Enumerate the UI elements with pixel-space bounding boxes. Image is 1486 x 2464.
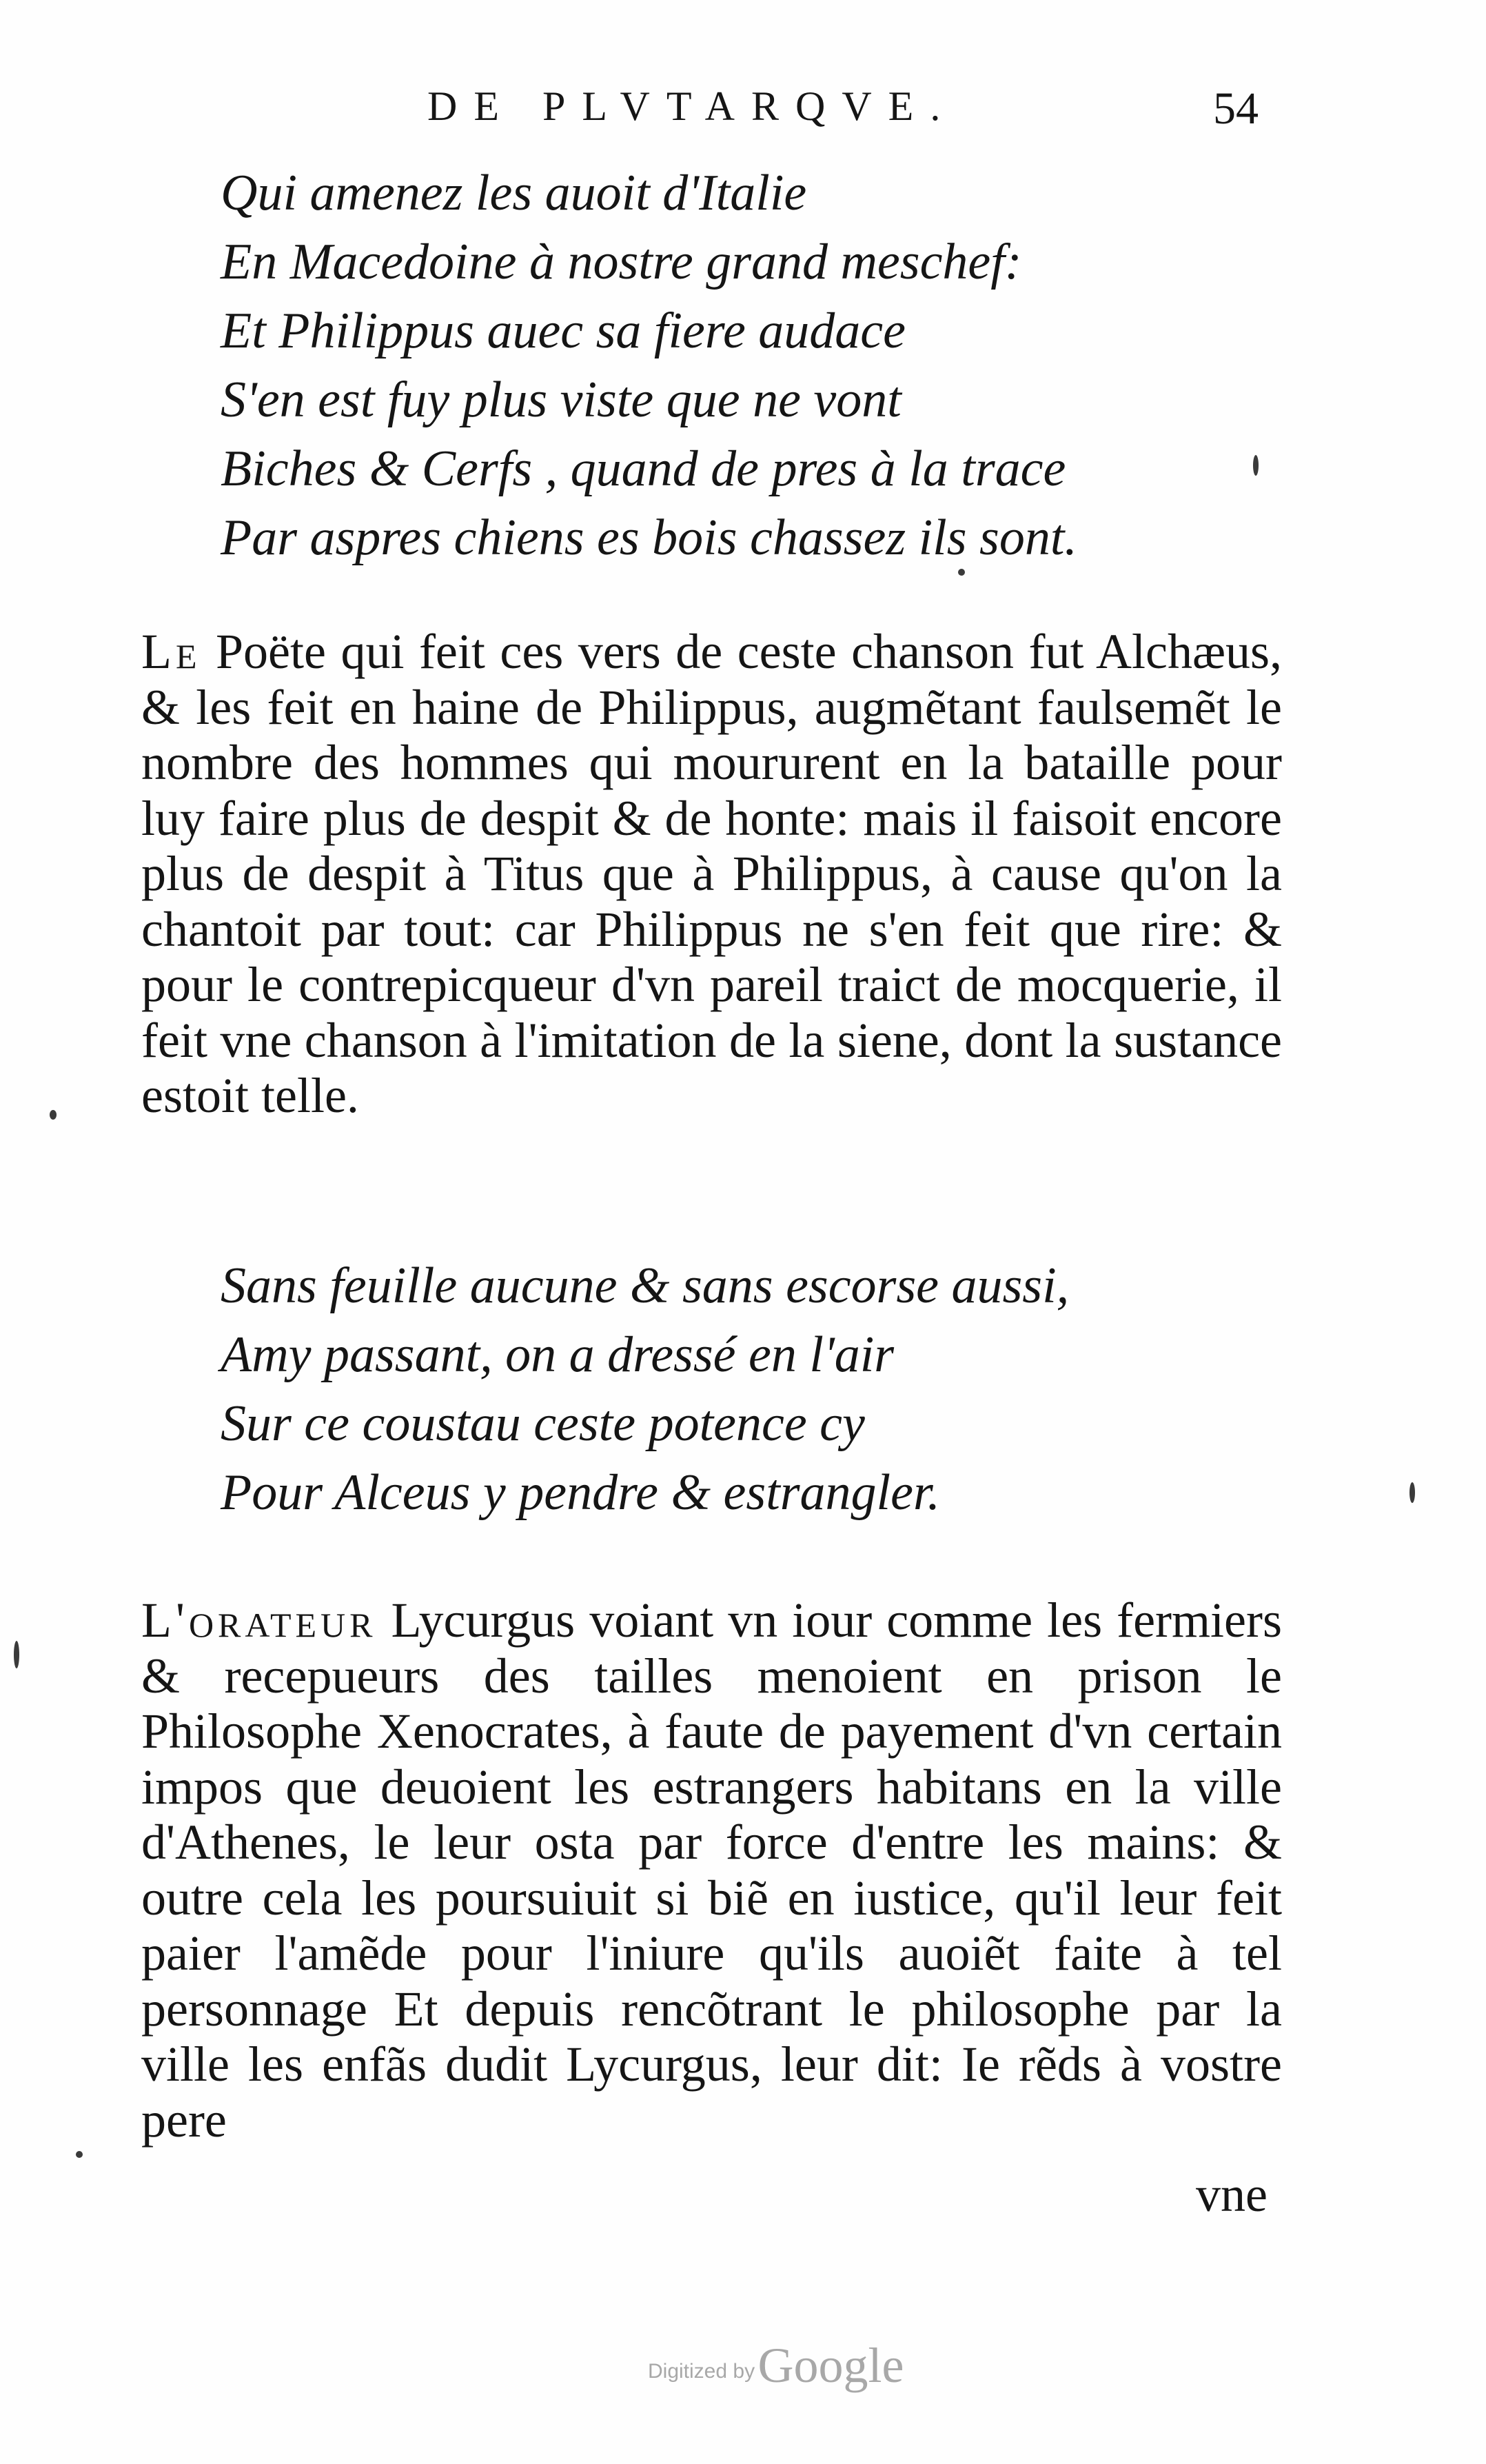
ink-speck	[50, 1110, 57, 1120]
verse-line: S'en est fuy plus viste que ne vont	[221, 372, 902, 428]
paragraph-text: Lycurgus voiant vn iour comme les fermiers & recepueurs des tailles menoient en prison le Philosophe Xenocrates, à faute de payement d'vn certain impos que deuoient les estrangers habitans en la ville d'Athenes, le leur osta par force d'entre les mains: & outre cela les poursuiuit si biẽ en iustice, qu'il leur feit paier l'amẽde pour l'iniure qu'ils auoiẽt faite à tel personnage Et depuis rencõtrant le philosophe par la ville les enfãs dudit Lycurgus, leur dit: Ie rẽds à vostre pere	[141, 1593, 1282, 2148]
digitized-by-label: Digitized by	[648, 2360, 755, 2383]
paragraph-lead-word: Le	[141, 624, 201, 679]
google-logo: Google	[757, 2338, 904, 2393]
verse-line: Qui amenez les auoit d'Italie	[221, 165, 807, 221]
verse-block-1	[221, 159, 1077, 572]
catchword: vne	[1196, 2167, 1268, 2222]
ink-speck	[14, 1641, 19, 1668]
running-title: DE PLVTARQVE.	[427, 83, 957, 129]
verse-line: Sans feuille aucune & sans escorse aussi,	[221, 1258, 1070, 1314]
ink-speck	[958, 569, 965, 576]
ink-speck	[1409, 1482, 1415, 1503]
digitization-watermark	[648, 2337, 904, 2394]
verse-line: Pour Alceus y pendre & estrangler.	[221, 1464, 941, 1521]
verse-line: En Macedoine à nostre grand meschef:	[221, 234, 1022, 290]
ink-speck	[76, 2151, 83, 2158]
paragraph-1	[141, 624, 1282, 1124]
page-number: 54	[1213, 83, 1259, 134]
verse-line: Amy passant, on a dressé en l'air	[221, 1326, 895, 1383]
paragraph-text: Poëte qui feit ces vers de ceste chanson fut Alchæus, & les feit en haine de Philippus, augmẽtant faulsemẽt le nombre des hommes qui moururent en la bataille pour luy faire plus de despit & de honte: mais il faisoit encore plus de despit à Titus que à Philippus, à cause qu'on la chantoit par tout: car Philippus ne s'en feit que rire: & pour le contrepicqueur d'vn pareil traict de mocquerie, il feit vne chanson à l'imitation de la siene, dont la sustance estoit telle.	[141, 624, 1282, 1123]
ink-speck	[1253, 455, 1259, 476]
verse-line: Et Philippus auec sa fiere audace	[221, 303, 906, 359]
verse-line: Sur ce coustau ceste potence cy	[221, 1395, 865, 1452]
verse-line: Par aspres chiens es bois chassez ils sont.	[221, 509, 1077, 566]
paragraph-2	[141, 1593, 1282, 2148]
verse-line: Biches & Cerfs , quand de pres à la trace	[221, 441, 1066, 497]
paragraph-lead-word: L'orateur	[141, 1593, 377, 1648]
verse-block-2	[221, 1251, 1069, 1527]
